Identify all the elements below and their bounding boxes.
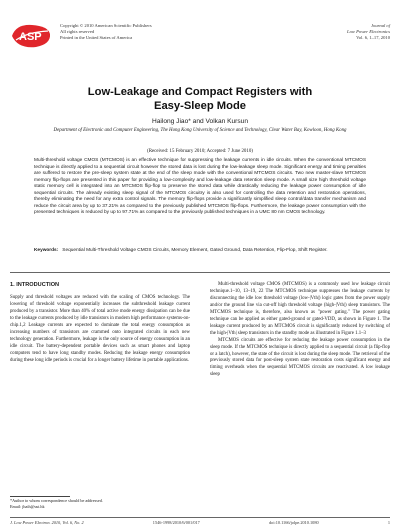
paper-title	[0, 85, 400, 113]
received-dates: (Received: 15 February 2010; Accepted: 7 June 2010)	[147, 149, 253, 154]
body-paragraph: MTCMOS circuits are effective for reducing the leakage power consumption in the sleep mode. If the MTCMOS technique is directly applied to a sequential circuit (a flip-flop or a latch), however, the state of the circuit is lost during the sleep mode. The retrieval of the previously stored data for post-sleep system state restoration costs significant energy and timing overheads when the sequential MTCMOS circuits are reactivated. A low leakage sleep	[210, 337, 390, 378]
journal-name-line: Low Power Electronics	[347, 29, 390, 34]
divider	[10, 272, 390, 273]
volume-line: Vol. 6, 1–17, 2010	[356, 35, 390, 40]
title-line-2: Easy-Sleep Mode	[153, 100, 247, 112]
section-heading: 1. INTRODUCTION	[10, 282, 60, 288]
footnote-line: *Author to whom correspondence should be addressed.	[10, 498, 103, 503]
footnote-line: Email: jhaih@ust.hk	[10, 503, 45, 509]
footnote	[10, 498, 190, 509]
footer-doi: doi:10.1166/jolpe.2010.1080	[269, 520, 319, 525]
copyright-line: Copyright © 2010 American Scientific Publishers	[60, 23, 152, 28]
keywords-text: Sequential Multi-Threshold Voltage CMOS Circuits, Memory Element, Gated Ground, Data Retention, Flip-Flop, Shift Register.	[62, 248, 328, 253]
asp-logo	[10, 22, 52, 50]
title-line-1: Low-Leakage and Compact Registers with	[87, 86, 313, 98]
page-number: 1	[387, 520, 390, 525]
copyright-line: Printed in the United States of America	[60, 35, 133, 40]
footer-divider	[10, 517, 390, 518]
page-footer	[10, 520, 390, 525]
left-column	[10, 282, 190, 364]
logo-text: ASP	[19, 31, 42, 43]
authors: Hailong Jiao* and Volkan Kursun	[151, 118, 249, 125]
abstract: Multi-threshold voltage CMOS (MTCMOS) is an effective technique for suppressing the leakage currents in idle circuits. When the conventional MTCMOS technique is directly applied to a sequential circuit however the stored data is lost during the low-leakage sleep mode. Significant energy and timing penalties are suffered to restore the pre-sleep system state at the end of the sleep mode with the conventional MTCMOS circuits. Two new master-slave MTCMOS memory flip-flops are presented in this paper for providing a low-complexity and low-leakage data retention sleep mode. A small size high threshold voltage static memory cell is integrated into an MTCMOS flip-flop to preserve the stored data while drastically reducing the leakage power consumption of idle sequential circuits. The already existing sleep signal of the MTCMOS circuitry is also used for controlling the data retention and restoration operations, thereby eliminating the need for any extra control signals. The memory flip-flops provide a significantly simplified sleep control/data transfer mechanism and reduce the circuit area by up to 37.21% as compared to the previously published MTCMOS flip-flops. Furthermore, the leakage power consumption with the presented techniques is reduced by up to 97.71% as compared to the previously published techniques in a UMC 80 nm CMOS technology.	[34, 158, 366, 216]
journal-block	[347, 23, 390, 41]
body-paragraph: Supply and threshold voltages are reduced with the scaling of CMOS technology. The lowering of threshold voltage exponentially increases the subthreshold leakage current produced by a transistor. More than 40% of total active mode energy dissipation can be due to the leakage currents produced by idle transistors in modern high performance systems-on-chip.1,2 Leakage currents are expected to dominate the total energy consumption as increasing numbers of transistors are crammed onto integrated circuits in each new technology generation. Furthermore, leakage is the only source of energy consumption in an idle circuit. The battery-dependent portable devices such as smart phones and laptop computers tend to have long standby modes. Reducing the leakage energy consumption during these long idle periods is crucial for a longer battery lifetime in portable applications.	[10, 294, 190, 363]
affiliation: Department of Electronic and Computer Engineering, The Hong Kong University of Science and Technology, Clear Water Bay, Kowloon, Hong Kong	[53, 128, 347, 133]
footer-issn: 1546-1998/2010/6/001/017	[152, 520, 200, 525]
keywords	[34, 248, 366, 254]
right-column	[210, 282, 390, 379]
keywords-label: Keywords:	[34, 248, 59, 253]
body-paragraph: Multi-threshold voltage CMOS (MTCMOS) is a commonly used low leakage circuit technique.1–10, 13–19, 22 The MTCMOS technique suppresses the leakage currents by disconnecting the idle low threshold voltage (low-|Vth|) logic gates from the power supply and/or the ground line via cut-off high threshold voltage (high-|Vth|) sleep transistors. The MTCMOS technique is, therefore, also known as "power gating." The power gating technique can be applied as either gated-ground or gated-VDD, as shown in Figure 1. The leakage current produced by an MTCMOS circuit is significantly reduced by switching of the high-|Vth| sleep transistors in the standby mode as illustrated in Figure 1.1–3	[210, 282, 390, 336]
footnote-divider	[10, 496, 70, 497]
footer-journal: J. Low Power Electron. 2010, Vol. 6, No. 2	[10, 520, 84, 525]
journal-name-line: Journal of	[370, 23, 390, 28]
copyright-block	[60, 23, 152, 41]
copyright-line: All rights reserved	[60, 29, 95, 34]
